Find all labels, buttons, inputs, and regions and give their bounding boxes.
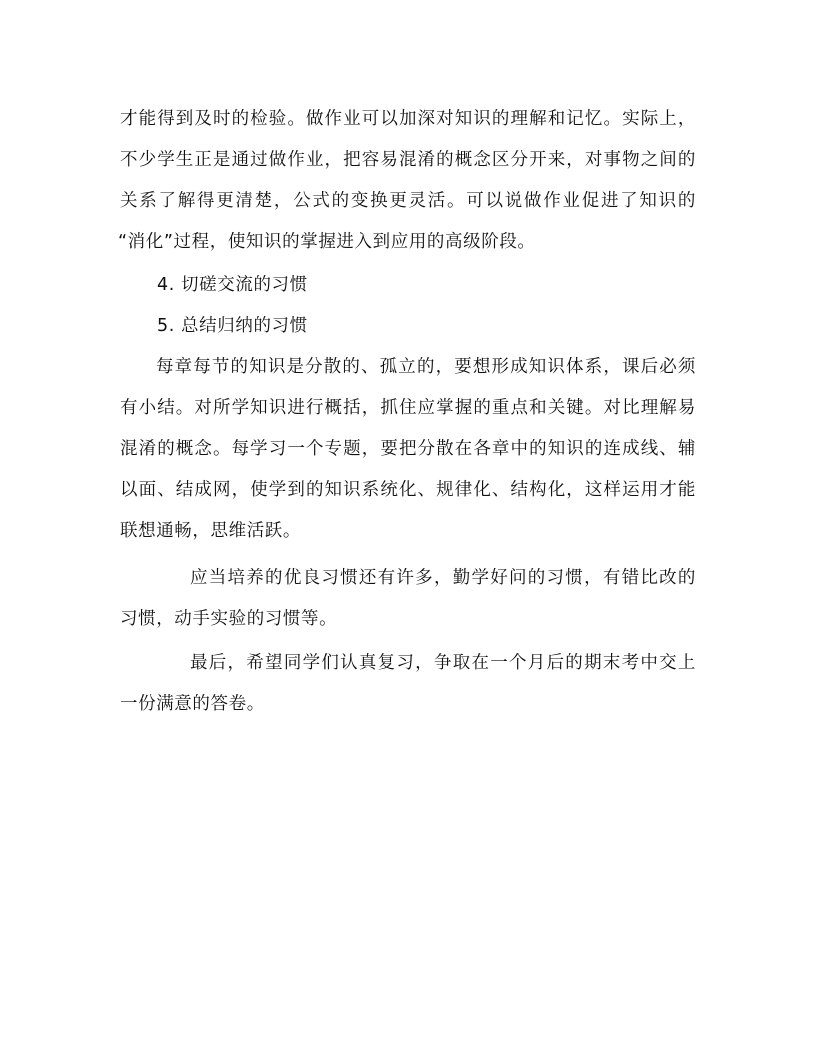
paragraph-line: 习惯，动手实验的习惯等。	[120, 609, 338, 629]
paragraph-line: 以面、结成网，使学到的知识系统化、规律化、结构化，这样运用才能	[120, 480, 696, 500]
paragraph-line: “消化”过程，使知识的掌握进入到应用的高级阶段。	[118, 232, 536, 252]
paragraph-line: 有小结。对所学知识进行概括，抓住应掌握的重点和关键。对比理解易	[120, 398, 696, 418]
paragraph-line: 每章每节的知识是分散的、孤立的，要想形成知识体系，课后必须	[156, 357, 696, 377]
paragraph-line: 联想通畅，思维活跃。	[120, 521, 301, 541]
paragraph-line: 不少学生正是通过做作业，把容易混淆的概念区分开来，对事物之间的	[120, 150, 696, 170]
paragraph-line: 关系了解得更清楚，公式的变换更灵活。可以说做作业促进了知识的	[120, 191, 696, 211]
paragraph-line: 混淆的概念。每学习一个专题，要把分散在各章中的知识的连成线、辅	[120, 439, 696, 459]
paragraph-line: 最后，希望同学们认真复习，争取在一个月后的期末考中交上	[190, 653, 696, 673]
paragraph-line: 一份满意的答卷。	[120, 694, 265, 714]
section-heading: 4. 切磋交流的习惯	[157, 275, 308, 295]
paragraph-line: 才能得到及时的检验。做作业可以加深对知识的理解和记忆。实际上，	[120, 109, 696, 129]
section-heading: 5. 总结归纳的习惯	[157, 316, 308, 336]
paragraph-line: 应当培养的优良习惯还有许多，勤学好问的习惯，有错比改的	[190, 568, 696, 588]
